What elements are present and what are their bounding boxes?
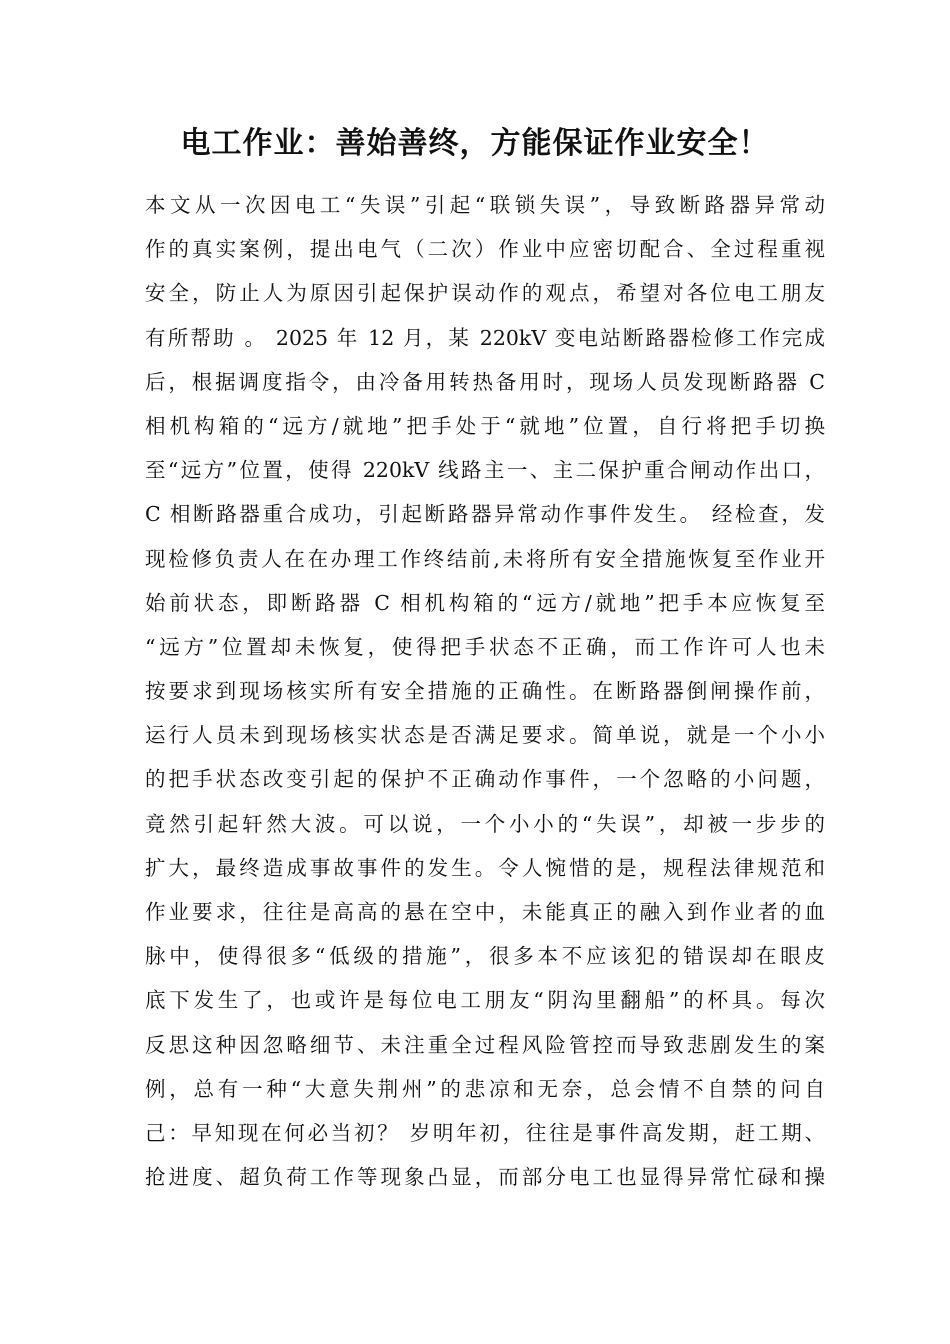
- body-line: 按要求到现场核实所有安全措施的正确性。在断路器倒闸操作前，: [145, 679, 825, 704]
- body-line: 有所帮助 。 2025 年 12 月，某 220kV 变电站断路器检修工作完成: [145, 325, 825, 350]
- body-line: 本文从一次因电工“失误”引起“联锁失误”，导致断路器异常动: [145, 193, 825, 217]
- body-line: 相机构箱的“远方/就地”把手处于“就地”位置，自行将把手切换: [145, 413, 825, 438]
- body-line: 例，总有一种“大意失荆州”的悲凉和无奈，总会情不自禁的问自: [145, 1076, 825, 1101]
- body-line: 始前状态，即断路器 C 相机构箱的“远方/就地”把手本应恢复至: [145, 590, 825, 615]
- body-line: 扩大，最终造成事故事件的发生。令人惋惜的是，规程法律规范和: [145, 855, 825, 880]
- body-line: 现检修负责人在在办理工作终结前,未将所有安全措施恢复至作业开: [145, 546, 825, 571]
- body-line: 安全，防止人为原因引起保护误动作的观点，希望对各位电工朋友: [145, 281, 825, 306]
- body-line: 竟然引起轩然大波。可以说，一个小小的“失误”，却被一步步的: [145, 811, 825, 836]
- body-line: 底下发生了，也或许是每位电工朋友“阴沟里翻船”的杯具。每次: [145, 988, 825, 1013]
- document-body: [145, 183, 825, 1199]
- body-line: 作的真实案例，提出电气（二次）作业中应密切配合、全过程重视: [145, 237, 825, 262]
- body-line: 己：早知现在何必当初？ 岁明年初，往往是事件高发期，赶工期、: [145, 1120, 825, 1145]
- body-line: 运行人员未到现场核实状态是否满足要求。简单说，就是一个小小: [145, 723, 825, 748]
- body-line: 的把手状态改变引起的保护不正确动作事件，一个忽略的小问题，: [145, 767, 825, 792]
- body-line: 作业要求，往往是高高的悬在空中，未能真正的融入到作业者的血: [145, 900, 825, 924]
- body-line: 后，根据调度指令，由冷备用转热备用时，现场人员发现断路器 C: [145, 369, 825, 394]
- body-line: 脉中，使得很多“低级的措施”，很多本不应该犯的错误却在眼皮: [145, 944, 825, 969]
- body-line: 反思这种因忽略细节、未注重全过程风险管控而导致悲剧发生的案: [145, 1032, 825, 1057]
- document-title: 电工作业：善始善终，方能保证作业安全！: [180, 126, 770, 161]
- body-line: C 相断路器重合成功，引起断路器异常动作事件发生。 经检查，发: [145, 502, 825, 527]
- body-line: “远方”位置却未恢复，使得把手状态不正确，而工作许可人也未: [145, 634, 825, 659]
- body-line: 抢进度、超负荷工作等现象凸显，而部分电工也显得异常忙碌和操: [145, 1165, 825, 1190]
- body-line: 至“远方”位置，使得 220kV 线路主一、主二保护重合闸动作出口，: [145, 458, 825, 483]
